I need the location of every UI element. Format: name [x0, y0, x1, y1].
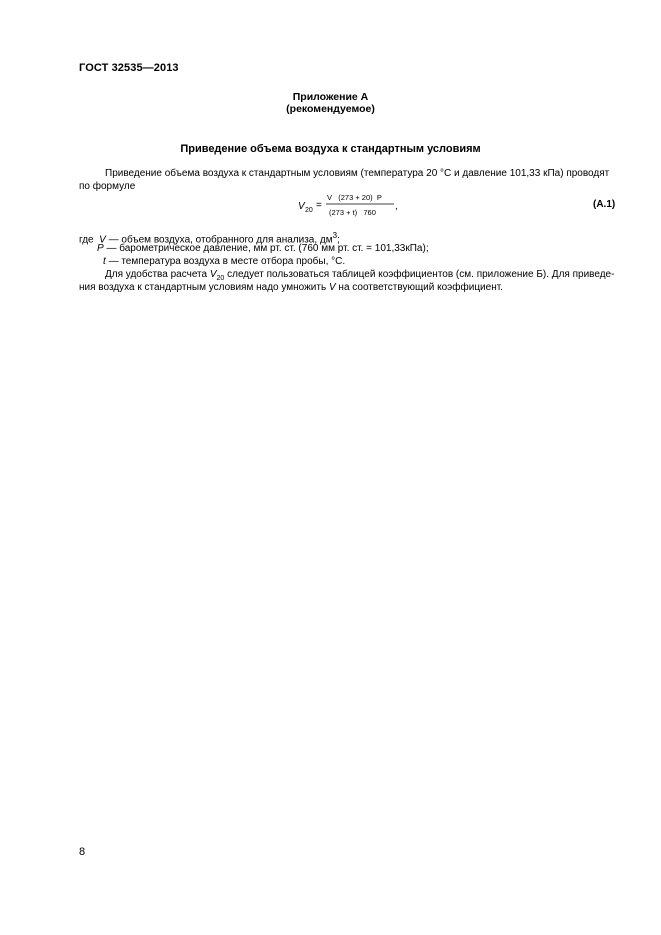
definition-p-text: — барометрическое давление, мм рт. ст. (760 мм рт. ст. = 101,33кПа); — [106, 243, 429, 254]
formula-equals: = — [316, 200, 322, 211]
formula-lhs-subscript: 20 — [305, 207, 313, 214]
note-line2-b: на соответствующий коэффициент. — [335, 282, 503, 293]
definition-v-unit-sup: 3 — [332, 231, 338, 240]
definition-t-symbol: t — [103, 256, 106, 267]
note-line1-b: следует пользоваться таблицей коэффициентов (см. приложение Б). Для приведе- — [224, 269, 615, 280]
intro-line-1: Приведение объема воздуха к стандартным условиям (температура 20 °С и давление 101,33 кПа) проводят — [105, 168, 610, 179]
intro-line-2: по формуле — [79, 181, 136, 192]
definition-v-symbol: V — [99, 234, 106, 246]
equation-number: (А.1) — [593, 199, 616, 210]
formula-comma: , — [395, 201, 398, 212]
definition-v-end: ; — [337, 234, 340, 246]
definition-p-symbol: P — [97, 243, 104, 254]
formula-lhs-symbol: V — [298, 201, 305, 212]
definition-v-text: — объем воздуха, отобранного для анализа, дм — [108, 234, 333, 246]
appendix-title: Приложение А — [292, 91, 369, 103]
definition-where: где — [79, 234, 94, 246]
note-line2-a: ния воздуха к стандартным условиям надо умножить — [79, 282, 329, 293]
note-line1-symbol: V — [209, 269, 217, 280]
formula-a1 — [296, 188, 416, 222]
section-title: Приведение объема воздуха к стандартным условиям — [180, 143, 481, 155]
definition-t-text: — температура воздуха в месте отбора пробы, °С. — [108, 256, 346, 267]
definition-p — [97, 242, 429, 255]
page-number: 8 — [79, 846, 86, 858]
note-line1-a: Для удобства расчета — [105, 269, 210, 280]
formula-denominator: (273 + t) 760 — [329, 208, 376, 217]
definition-t — [103, 255, 345, 268]
note-line1-subscript: 20 — [216, 275, 225, 282]
note-line-2 — [79, 281, 503, 294]
appendix-subtitle: (рекомендуемое) — [286, 103, 375, 115]
document-code-header: ГОСТ 32535—2013 — [79, 62, 179, 74]
formula-numerator: V (273 + 20) P — [327, 193, 382, 202]
note-line2-symbol: V — [328, 282, 336, 293]
formula-graphic — [296, 188, 416, 222]
